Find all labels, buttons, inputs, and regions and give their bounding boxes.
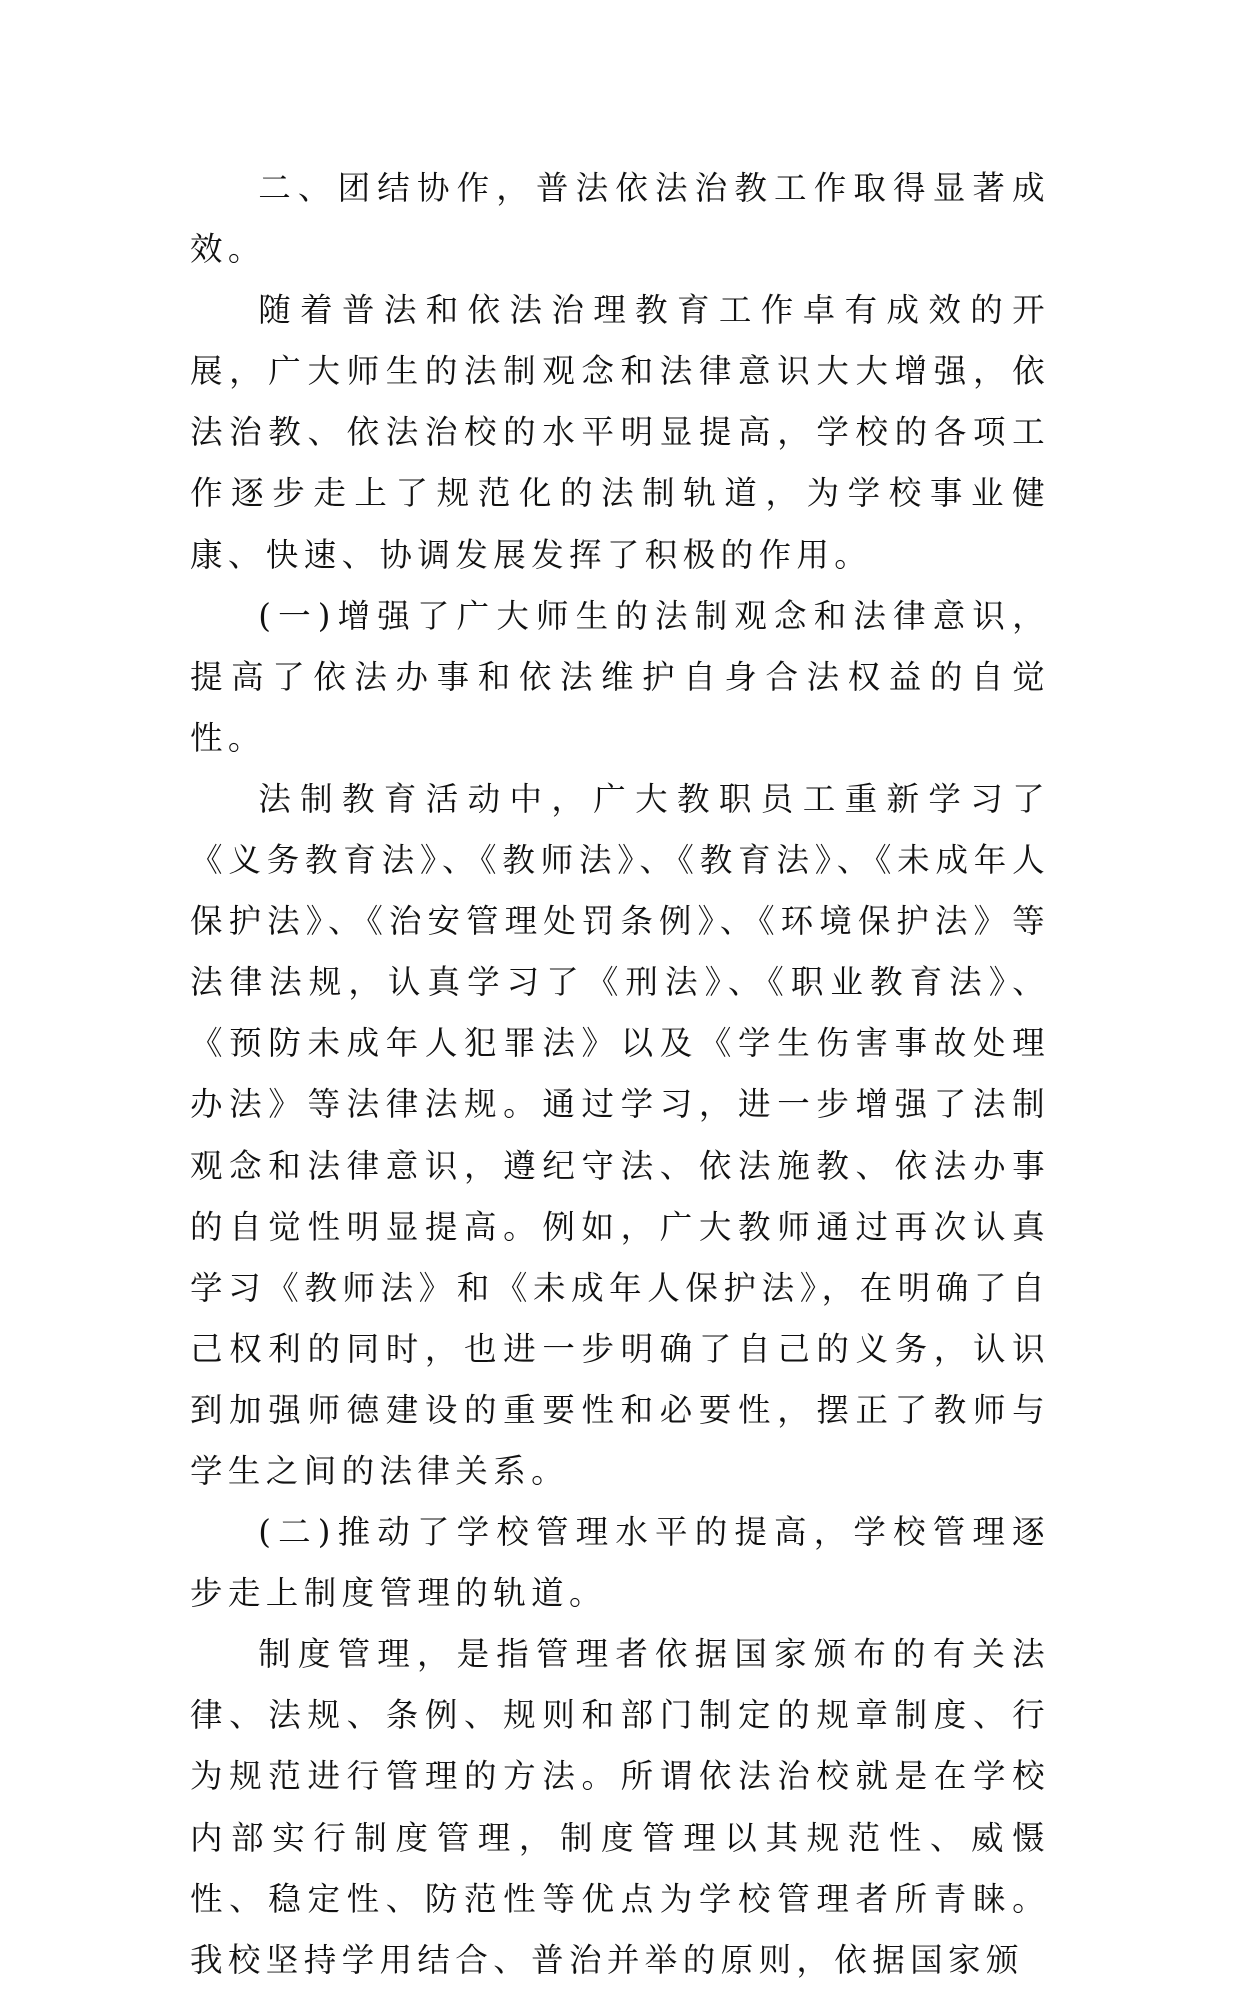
paragraph-system-management: 制度管理，是指管理者依据国家颁布的有关法律、法规、条例、规则和部门制定的规章制度、行为规范进行管理的方法。所谓依法治校就是在学校内部实行制度管理，制度管理以其规范性、威慑性、稳定性、防范性等优点为学校管理者所青睐。我校坚持学用结合、普治并举的原则，依据国家颁	[190, 1635, 1050, 1979]
section-heading: 二、团结协作，普法依法治教工作取得显著成效。	[190, 169, 1050, 269]
paragraph-legal-study: 法制教育活动中，广大教职员工重新学习了《义务教育法》、《教师法》、《教育法》、《未成年人保护法》、《治安管理处罚条例》、《环境保护法》等法律法规，认真学习了《刑法》、《职业教育法》、《预防未成年人犯罪法》以及《学生伤害事故处理办法》等法律法规。通过学习，进一步增强了法制观念和法律意识，遵纪守法、依法施教、依法办事的自觉性明显提高。例如，广大教师通过再次认真学习《教师法》和《未成年人保护法》，在明确了自己权利的同时，也进一步明确了自己的义务，认识到加强师德建设的重要性和必要性，摆正了教师与学生之间的法律关系。	[190, 779, 1050, 1490]
subsection-heading-2: (二)推动了学校管理水平的提高，学校管理逐步走上制度管理的轨道。	[190, 1513, 1050, 1613]
subsection-heading-1: (一)增强了广大师生的法制观念和法律意识，提高了依法办事和依法维护自身合法权益的自觉性。	[190, 596, 1050, 757]
paragraph-intro: 随着普法和依法治理教育工作卓有成效的开展，广大师生的法制观念和法律意识大大增强，依法治教、依法治校的水平明显提高，学校的各项工作逐步走上了规范化的法制轨道，为学校事业健康、快速、协调发展发挥了积极的作用。	[190, 291, 1050, 574]
document-body	[190, 158, 1050, 1991]
